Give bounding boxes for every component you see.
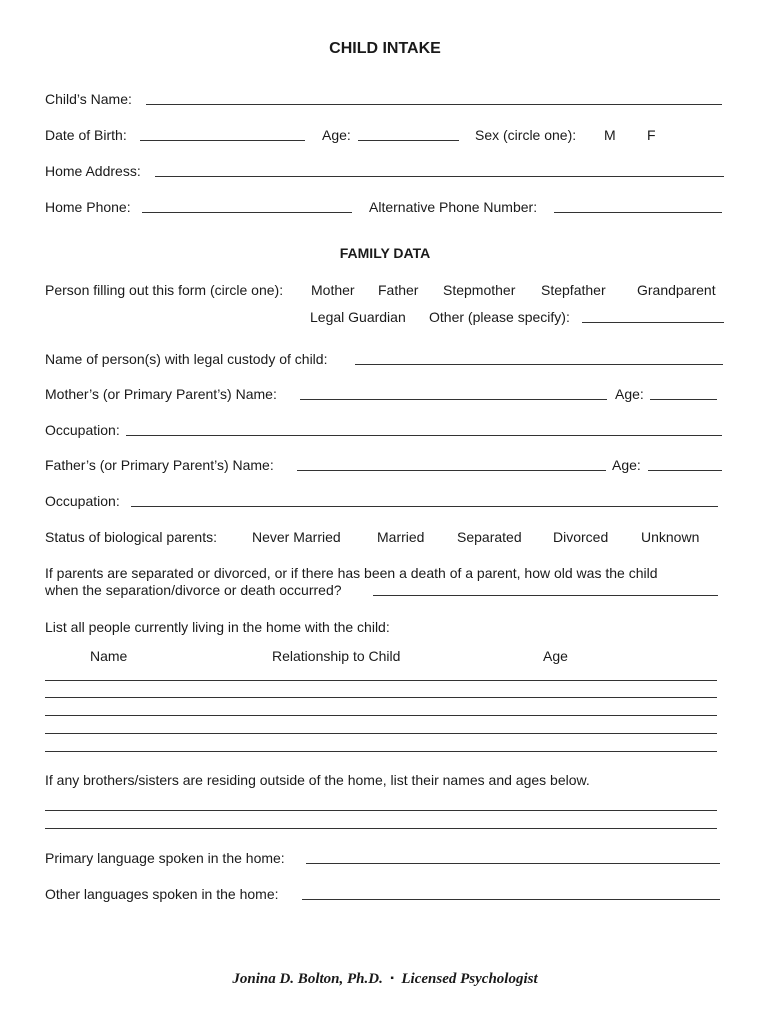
mother-occupation-field[interactable]	[126, 435, 722, 436]
father-name-label: Father’s (or Primary Parent’s) Name:	[45, 457, 274, 473]
home-phone-field[interactable]	[142, 212, 352, 213]
dob-label: Date of Birth:	[45, 127, 127, 143]
household-label: List all people currently living in the home with the child:	[45, 619, 390, 635]
status-option-divorced[interactable]: Divorced	[553, 529, 609, 545]
household-row[interactable]	[45, 697, 717, 698]
filler-other-label: Other (please specify):	[429, 309, 570, 325]
separation-question-line1: If parents are separated or divorced, or if there has been a death of a parent, how old was the child	[45, 565, 658, 581]
filler-option-grandparent[interactable]: Grandparent	[637, 282, 716, 298]
mother-name-field[interactable]	[300, 399, 607, 400]
status-option-unknown[interactable]: Unknown	[641, 529, 700, 545]
siblings-row[interactable]	[45, 828, 717, 829]
footer-signature	[0, 971, 770, 987]
home-phone-label: Home Phone:	[45, 199, 131, 215]
household-column-name: Name	[90, 648, 128, 664]
mother-age-field[interactable]	[650, 399, 717, 400]
child-name-label: Child’s Name:	[45, 91, 132, 107]
siblings-label: If any brothers/sisters are residing outside of the home, list their names and ages below.	[45, 772, 590, 788]
household-column-age: Age	[543, 648, 568, 664]
footer-name: Jonina D. Bolton, Ph.D.	[232, 971, 383, 987]
separation-age-field[interactable]	[373, 595, 718, 596]
household-row[interactable]	[45, 733, 717, 734]
alt-phone-label: Alternative Phone Number:	[369, 199, 538, 215]
mother-occupation-label: Occupation:	[45, 422, 120, 438]
filler-option-stepmother[interactable]: Stepmother	[443, 282, 516, 298]
status-option-married[interactable]: Married	[377, 529, 425, 545]
father-age-label: Age:	[612, 457, 641, 473]
custody-field[interactable]	[355, 364, 723, 365]
primary-language-field[interactable]	[306, 863, 720, 864]
primary-language-label: Primary language spoken in the home:	[45, 850, 285, 866]
household-row[interactable]	[45, 715, 717, 716]
footer-title: Licensed Psychologist	[401, 971, 538, 987]
filler-option-mother[interactable]: Mother	[311, 282, 355, 298]
sex-option-f[interactable]: F	[647, 127, 656, 143]
filler-option-stepfather[interactable]: Stepfather	[541, 282, 606, 298]
filler-option-father[interactable]: Father	[378, 282, 419, 298]
form-title: CHILD INTAKE	[329, 40, 441, 57]
household-row[interactable]	[45, 751, 717, 752]
filler-other-field[interactable]	[582, 322, 724, 323]
sex-option-m[interactable]: M	[604, 127, 616, 143]
filler-option-legal-guardian[interactable]: Legal Guardian	[310, 309, 406, 325]
home-address-label: Home Address:	[45, 163, 141, 179]
child-name-field[interactable]	[146, 104, 722, 105]
footer-separator: ▪	[390, 973, 394, 984]
mother-name-label: Mother’s (or Primary Parent’s) Name:	[45, 386, 277, 402]
filler-label: Person filling out this form (circle one):	[45, 282, 284, 298]
siblings-row[interactable]	[45, 810, 717, 811]
father-name-field[interactable]	[297, 470, 606, 471]
father-occupation-label: Occupation:	[45, 493, 120, 509]
status-option-never-married[interactable]: Never Married	[252, 529, 341, 545]
household-row[interactable]	[45, 680, 717, 681]
household-column-relationship: Relationship to Child	[272, 648, 401, 664]
sex-label: Sex (circle one):	[475, 127, 577, 143]
family-data-heading: FAMILY DATA	[339, 245, 431, 261]
mother-age-label: Age:	[615, 386, 644, 402]
home-address-field[interactable]	[155, 176, 724, 177]
dob-field[interactable]	[140, 140, 305, 141]
custody-label: Name of person(s) with legal custody of child:	[45, 351, 328, 367]
parent-status-label: Status of biological parents:	[45, 529, 217, 545]
separation-question-line2: when the separation/divorce or death occurred?	[45, 582, 342, 598]
alt-phone-field[interactable]	[554, 212, 722, 213]
age-label: Age:	[322, 127, 351, 143]
status-option-separated[interactable]: Separated	[457, 529, 522, 545]
other-languages-label: Other languages spoken in the home:	[45, 886, 279, 902]
father-age-field[interactable]	[648, 470, 722, 471]
father-occupation-field[interactable]	[131, 506, 718, 507]
age-field[interactable]	[358, 140, 459, 141]
other-languages-field[interactable]	[302, 899, 720, 900]
